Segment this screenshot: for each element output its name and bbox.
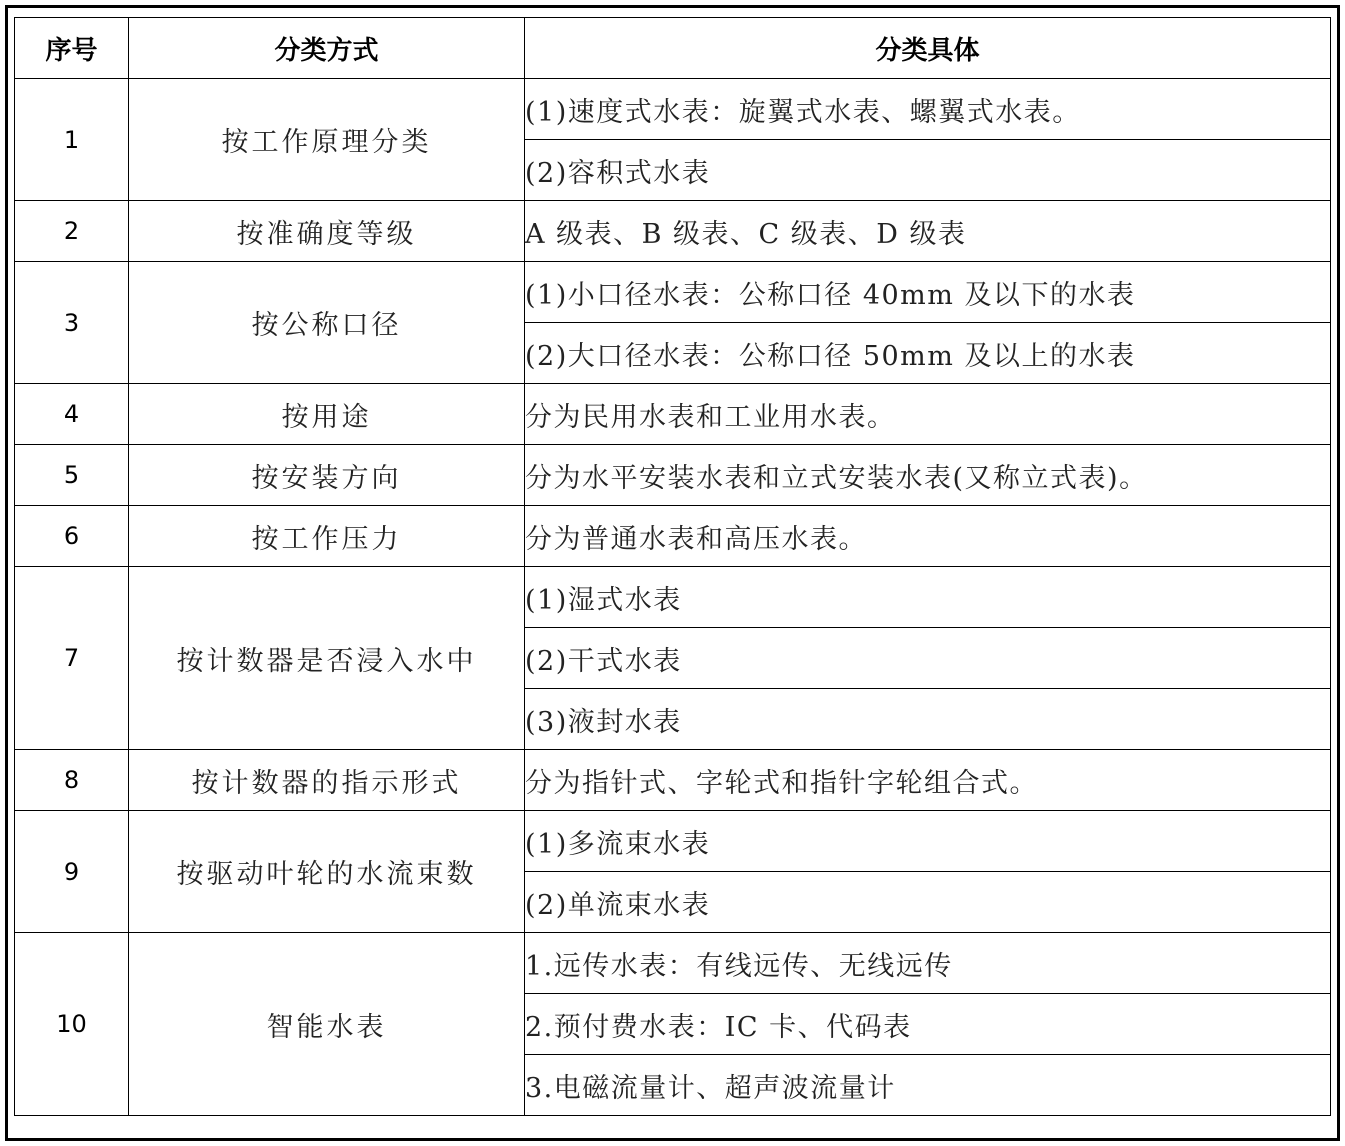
classification-detail: 分为指针式、字轮式和指针字轮组合式。 <box>525 750 1331 811</box>
table-row <box>15 201 1331 262</box>
header-no: 序号 <box>15 18 129 79</box>
classification-method: 按驱动叶轮的水流束数 <box>129 811 525 933</box>
classification-detail: (2)大口径水表：公称口径 50mm 及以上的水表 <box>525 323 1331 384</box>
classification-detail: (2)单流束水表 <box>525 872 1331 933</box>
table-row <box>15 262 1331 323</box>
header-row <box>15 18 1331 79</box>
water-meter-classification-table <box>14 17 1331 1116</box>
classification-method: 按计数器的指示形式 <box>129 750 525 811</box>
table-row <box>15 79 1331 140</box>
row-number: 2 <box>15 201 129 262</box>
classification-detail: (1)湿式水表 <box>525 567 1331 628</box>
table-row <box>15 933 1331 994</box>
classification-detail: 分为水平安装水表和立式安装水表(又称立式表)。 <box>525 445 1331 506</box>
row-number: 10 <box>15 933 129 1116</box>
table-row <box>15 750 1331 811</box>
classification-detail: 2.预付费水表：IC 卡、代码表 <box>525 994 1331 1055</box>
header-detail: 分类具体 <box>525 18 1331 79</box>
classification-detail: 分为普通水表和高压水表。 <box>525 506 1331 567</box>
classification-detail: 分为民用水表和工业用水表。 <box>525 384 1331 445</box>
classification-method: 按用途 <box>129 384 525 445</box>
classification-detail: (2)容积式水表 <box>525 140 1331 201</box>
row-number: 7 <box>15 567 129 750</box>
classification-method: 智能水表 <box>129 933 525 1116</box>
table-row <box>15 445 1331 506</box>
classification-method: 按公称口径 <box>129 262 525 384</box>
classification-method: 按计数器是否浸入水中 <box>129 567 525 750</box>
classification-detail: (1)小口径水表：公称口径 40mm 及以下的水表 <box>525 262 1331 323</box>
row-number: 9 <box>15 811 129 933</box>
classification-method: 按准确度等级 <box>129 201 525 262</box>
classification-method: 按工作压力 <box>129 506 525 567</box>
row-number: 6 <box>15 506 129 567</box>
table-row <box>15 384 1331 445</box>
row-number: 3 <box>15 262 129 384</box>
table-row <box>15 567 1331 628</box>
classification-detail: (3)液封水表 <box>525 689 1331 750</box>
classification-method: 按安装方向 <box>129 445 525 506</box>
row-number: 8 <box>15 750 129 811</box>
classification-detail: (1)多流束水表 <box>525 811 1331 872</box>
table-row <box>15 506 1331 567</box>
row-number: 5 <box>15 445 129 506</box>
classification-detail: (1)速度式水表：旋翼式水表、螺翼式水表。 <box>525 79 1331 140</box>
classification-detail: 3.电磁流量计、超声波流量计 <box>525 1055 1331 1116</box>
table-body <box>15 79 1331 1116</box>
classification-detail: 1.远传水表：有线远传、无线远传 <box>525 933 1331 994</box>
row-number: 4 <box>15 384 129 445</box>
row-number: 1 <box>15 79 129 201</box>
classification-method: 按工作原理分类 <box>129 79 525 201</box>
table-row <box>15 811 1331 872</box>
classification-detail: A 级表、B 级表、C 级表、D 级表 <box>525 201 1331 262</box>
header-method: 分类方式 <box>129 18 525 79</box>
classification-detail: (2)干式水表 <box>525 628 1331 689</box>
